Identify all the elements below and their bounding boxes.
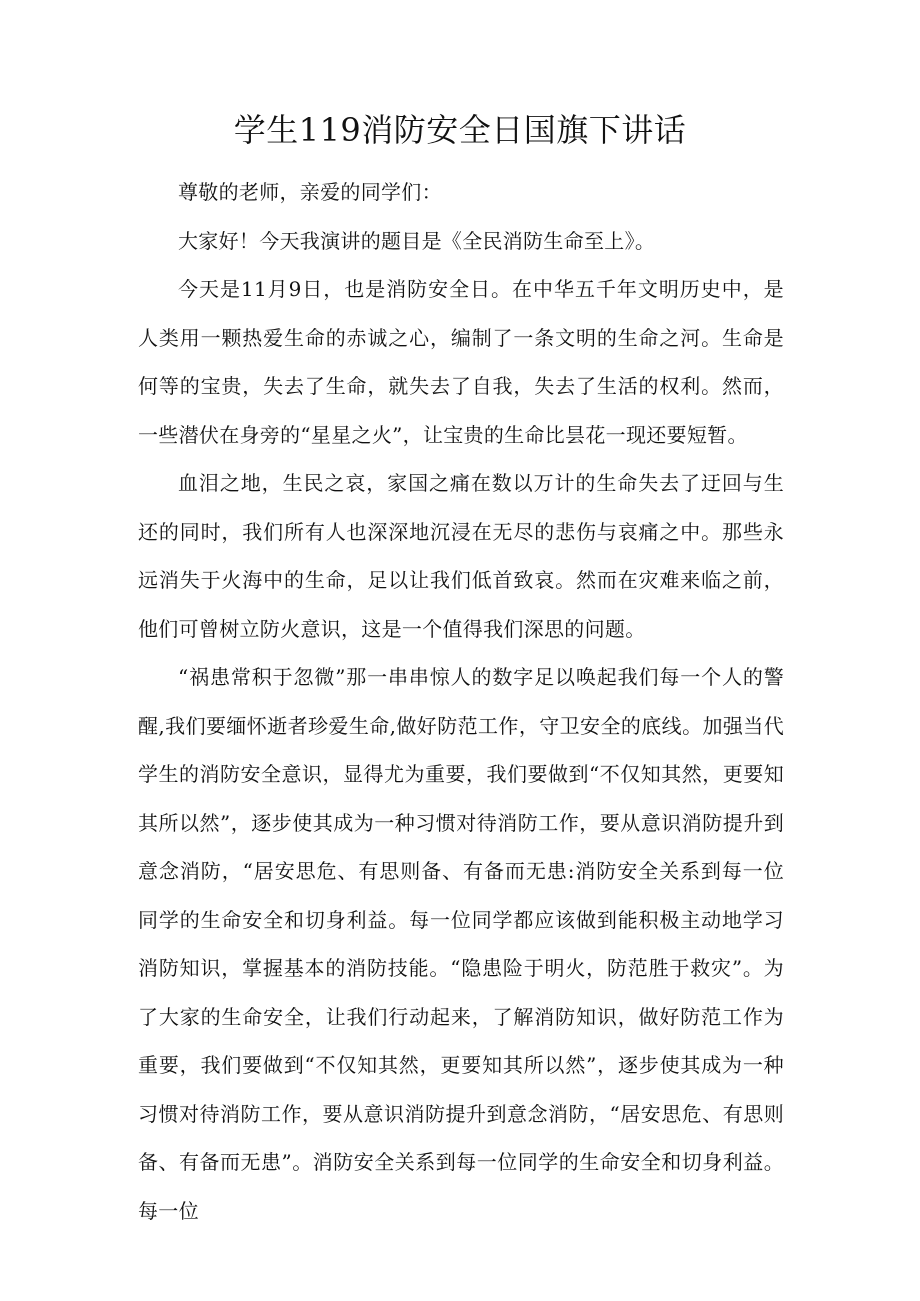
paragraph-salutation: 尊敬的老师，亲爱的同学们： (178, 180, 442, 204)
document-title: 学生119消防安全日国旗下讲话 (233, 111, 687, 149)
paragraph-awareness: “祸患常积于忽微”那一串串惊人的数字足以唤起我们每一个人的警醒,我们要缅怀逝者珍爱生命,做好防范工作，守卫安全的底线。加强当代学生的消防安全意识，显得尤为重要，我们要做到“不仅知其然，更要知其所以然”，逐步使其成为一种习惯对待消防工作，要从意识消防提升到意念消防，“居安思危、有思则备、有备而无患:消防安全关系到每一位同学的生命安全和切身利益。每一位同学都应该做到能积极主动地学习消防知识，掌握基本的消防技能。“隐患险于明火，防范胜于救灾”。为了大家的生命安全，让我们行动起来，了解消防知识，做好防范工作为重要，我们要做到“不仅知其然，更要知其所以然”，逐步使其成为一种习惯对待消防工作，要从意识消防提升到意念消防，“居安思危、有思则备、有备而无患”。消防安全关系到每一位同学的生命安全和切身利益。每一位 (138, 665, 784, 1223)
paragraph-fire-safety-day: 今天是11月9日，也是消防安全日。在中华五千年文明历史中，是人类用一颗热爱生命的赤诚之心，编制了一条文明的生命之河。生命是何等的宝贵，失去了生命，就失去了自我，失去了生活的权利。然而，一些潜伏在身旁的“星星之火”，让宝贵的生命比昙花一现还要短暂。 (138, 277, 784, 447)
paragraph-reflection: 血泪之地，生民之哀，家国之痛在数以万计的生命失去了迂回与生还的同时，我们所有人也深深地沉浸在无尽的悲伤与哀痛之中。那些永远消失于火海中的生命，足以让我们低首致哀。然而在灾难来临之前，他们可曾树立防火意识，这是一个值得我们深思的问题。 (138, 471, 784, 641)
paragraph-greeting: 大家好！今天我演讲的题目是《全民消防生命至上》。 (178, 228, 656, 253)
document-body (138, 168, 784, 1235)
